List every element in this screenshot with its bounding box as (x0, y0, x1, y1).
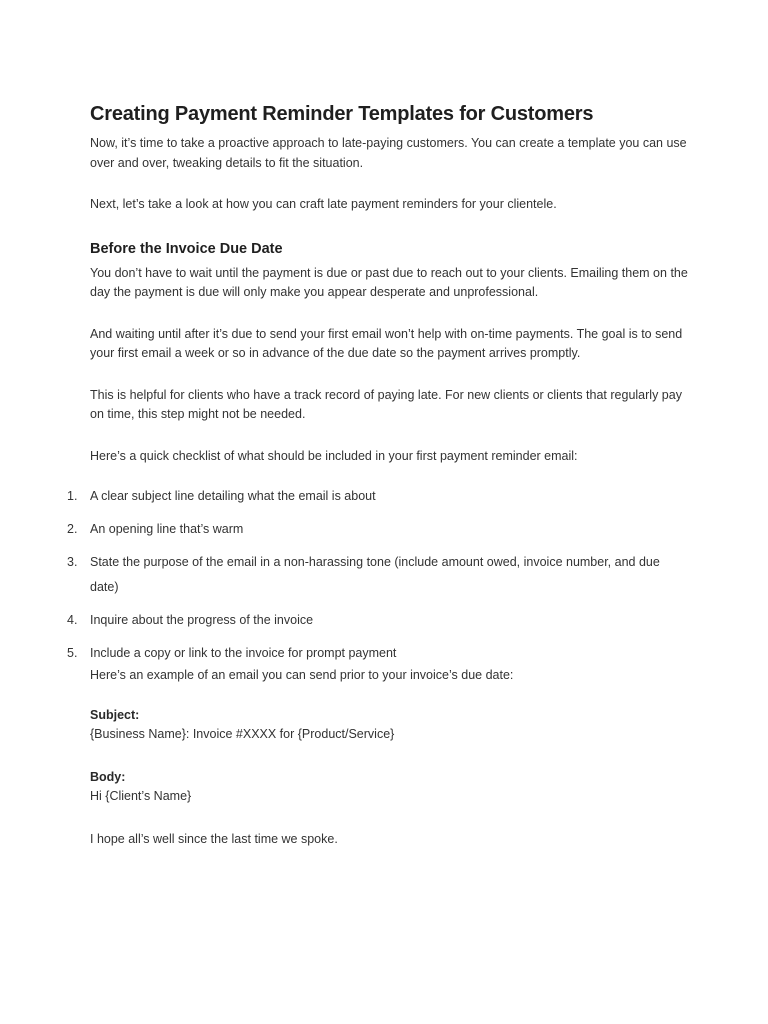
email-subject-label: Subject: (90, 707, 140, 722)
checklist-text: A clear subject line detailing what the email is about (90, 489, 376, 503)
checklist-item (67, 641, 690, 666)
page-title: Creating Payment Reminder Templates for Customers (90, 103, 594, 125)
intro-paragraph-2: Next, let’s take a look at how you can craft late payment reminders for your clientele. (90, 197, 557, 211)
checklist-number: 5. (67, 646, 78, 660)
section-paragraph-1: You don’t have to wait until the payment is due or past due to reach out to your clients. Emailing them on the day the payment is due will only make you appear desperate and unprofessional. (90, 265, 688, 299)
email-subject-value: {Business Name}: Invoice #XXXX for {Product/Service} (90, 727, 395, 741)
document-content (67, 100, 690, 871)
email-body-label: Body: (90, 769, 126, 784)
checklist (67, 484, 690, 666)
email-opening-line: I hope all’s well since the last time we spoke. (90, 831, 338, 846)
checklist-number: 4. (67, 613, 78, 627)
section-paragraph-2: And waiting until after it’s due to send your first email won’t help with on-time payments. The goal is to send your first email a week or so in advance of the due date so the payment arrives promptly. (90, 326, 683, 360)
checklist-item (67, 484, 690, 509)
section-paragraph-3: This is helpful for clients who have a track record of paying late. For new clients or clients that regularly pay on time, this step might not be needed. (90, 387, 682, 421)
email-subject-block (90, 706, 690, 745)
checklist-item (67, 550, 690, 600)
checklist-text: Inquire about the progress of the invoice (90, 613, 314, 627)
checklist-text: An opening line that’s warm (90, 522, 244, 536)
checklist-text: Include a copy or link to the invoice for prompt payment (90, 646, 397, 660)
section-heading: Before the Invoice Due Date (90, 240, 283, 257)
email-body-block (90, 768, 690, 807)
example-intro: Here’s an example of an email you can send prior to your invoice’s due date: (90, 668, 514, 682)
intro-paragraph-1: Now, it’s time to take a proactive approach to late-paying customers. You can create a template you can use over and over, tweaking details to fit the situation. (90, 136, 687, 170)
checklist-text: State the purpose of the email in a non-harassing tone (include amount owed, invoice number, and due date) (90, 555, 660, 594)
checklist-item (67, 517, 690, 542)
section-paragraph-4: Here’s a quick checklist of what should be included in your first payment reminder email: (90, 448, 578, 463)
checklist-number: 3. (67, 555, 78, 569)
checklist-number: 2. (67, 522, 78, 536)
checklist-number: 1. (67, 489, 78, 503)
checklist-item (67, 608, 690, 633)
email-greeting: Hi {Client’s Name} (90, 789, 192, 803)
